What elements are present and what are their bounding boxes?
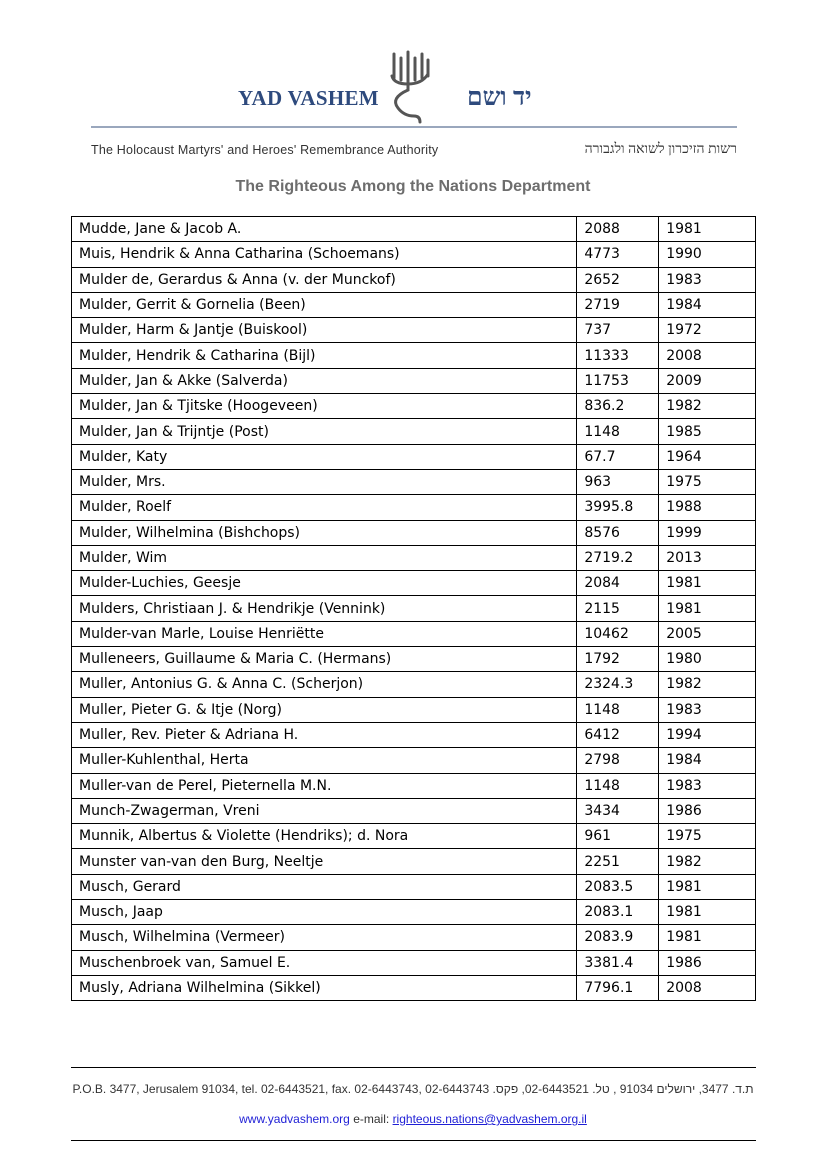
record-file-cell: 3381.4 — [577, 950, 659, 975]
footer-divider-top — [71, 1067, 756, 1068]
record-year-cell: 1983 — [659, 267, 756, 292]
record-name-cell: Mulder, Roelf — [72, 495, 577, 520]
record-file-cell: 1792 — [577, 647, 659, 672]
table-row — [72, 798, 756, 823]
record-name-cell: Munnik, Albertus & Violette (Hendriks); d. Nora — [72, 824, 577, 849]
table-row — [72, 394, 756, 419]
record-file-cell: 1148 — [577, 697, 659, 722]
record-file-cell: 2719 — [577, 292, 659, 317]
record-name-cell: Mulders, Christiaan J. & Hendrikje (Vennink) — [72, 596, 577, 621]
record-file-cell: 2088 — [577, 217, 659, 242]
record-file-cell: 6412 — [577, 722, 659, 747]
table-row — [72, 495, 756, 520]
authority-name-he: רשות הזיכרון לשואה ולגבורה — [584, 142, 737, 157]
table-row — [72, 545, 756, 570]
record-name-cell: Mulder, Hendrik & Catharina (Bijl) — [72, 343, 577, 368]
record-file-cell: 11333 — [577, 343, 659, 368]
record-file-cell: 3995.8 — [577, 495, 659, 520]
table-row — [72, 722, 756, 747]
record-name-cell: Musch, Wilhelmina (Vermeer) — [72, 925, 577, 950]
table-row — [72, 849, 756, 874]
authority-name-en: The Holocaust Martyrs' and Heroes' Remembrance Authority — [91, 143, 439, 157]
record-year-cell: 1981 — [659, 874, 756, 899]
footer-address: P.O.B. 3477, Jerusalem 91034, tel. 02-6443521, fax. 02-6443743, ת.ד. 3477, ירושלים 91034 , טל. 02-6443521, פקס. 02-6443743 — [72, 1082, 754, 1096]
record-file-cell: 3434 — [577, 798, 659, 823]
org-name-he: יד ושם — [467, 84, 532, 111]
footer-divider-bottom — [71, 1140, 756, 1141]
record-year-cell: 1994 — [659, 722, 756, 747]
table-row — [72, 596, 756, 621]
record-year-cell: 1988 — [659, 495, 756, 520]
record-file-cell: 10462 — [577, 621, 659, 646]
email-label: e-mail: — [353, 1112, 390, 1126]
letterhead — [0, 0, 826, 170]
record-name-cell: Mulder-Luchies, Geesje — [72, 571, 577, 596]
record-year-cell: 1982 — [659, 672, 756, 697]
record-year-cell: 1981 — [659, 596, 756, 621]
record-name-cell: Munch-Zwagerman, Vreni — [72, 798, 577, 823]
table-row — [72, 950, 756, 975]
record-year-cell: 1982 — [659, 394, 756, 419]
record-file-cell: 2083.5 — [577, 874, 659, 899]
record-name-cell: Musch, Gerard — [72, 874, 577, 899]
footer-address-he: ת.ד. 3477, ירושלים 91034 , טל. 02-6443521, פקס. 02-6443743 — [425, 1082, 754, 1096]
record-name-cell: Mulder, Wilhelmina (Bishchops) — [72, 520, 577, 545]
record-year-cell: 1984 — [659, 292, 756, 317]
table-row — [72, 571, 756, 596]
record-file-cell: 11753 — [577, 368, 659, 393]
email-link[interactable]: righteous.nations@yadvashem.org.il — [392, 1112, 587, 1126]
record-year-cell: 2013 — [659, 545, 756, 570]
record-name-cell: Muller, Rev. Pieter & Adriana H. — [72, 722, 577, 747]
record-file-cell: 1148 — [577, 419, 659, 444]
record-file-cell: 737 — [577, 318, 659, 343]
record-name-cell: Mulder, Katy — [72, 444, 577, 469]
record-name-cell: Muller-Kuhlenthal, Herta — [72, 748, 577, 773]
table-row — [72, 242, 756, 267]
record-year-cell: 1964 — [659, 444, 756, 469]
table-row — [72, 343, 756, 368]
record-name-cell: Mudde, Jane & Jacob A. — [72, 217, 577, 242]
record-file-cell: 836.2 — [577, 394, 659, 419]
record-year-cell: 1986 — [659, 798, 756, 823]
table-row — [72, 318, 756, 343]
table-row — [72, 444, 756, 469]
record-name-cell: Mulder, Mrs. — [72, 469, 577, 494]
record-name-cell: Mulleneers, Guillaume & Maria C. (Hermans) — [72, 647, 577, 672]
record-year-cell: 1981 — [659, 217, 756, 242]
record-name-cell: Musch, Jaap — [72, 900, 577, 925]
table-row — [72, 824, 756, 849]
record-year-cell: 1975 — [659, 469, 756, 494]
record-name-cell: Mulder, Jan & Akke (Salverda) — [72, 368, 577, 393]
record-name-cell: Mulder de, Gerardus & Anna (v. der Munckof) — [72, 267, 577, 292]
table-row — [72, 621, 756, 646]
record-year-cell: 1984 — [659, 748, 756, 773]
table-row — [72, 647, 756, 672]
record-file-cell: 2083.1 — [577, 900, 659, 925]
record-file-cell: 2084 — [577, 571, 659, 596]
table-row — [72, 469, 756, 494]
record-name-cell: Muschenbroek van, Samuel E. — [72, 950, 577, 975]
record-name-cell: Mulder-van Marle, Louise Henriëtte — [72, 621, 577, 646]
record-name-cell: Mulder, Harm & Jantje (Buiskool) — [72, 318, 577, 343]
table-row — [72, 975, 756, 1000]
record-year-cell: 1983 — [659, 697, 756, 722]
record-name-cell: Muis, Hendrik & Anna Catharina (Schoemans) — [72, 242, 577, 267]
record-file-cell: 961 — [577, 824, 659, 849]
table-row — [72, 748, 756, 773]
record-year-cell: 1980 — [659, 647, 756, 672]
record-year-cell: 1999 — [659, 520, 756, 545]
record-year-cell: 1981 — [659, 571, 756, 596]
record-year-cell: 1990 — [659, 242, 756, 267]
record-file-cell: 963 — [577, 469, 659, 494]
record-name-cell: Muller-van de Perel, Pieternella M.N. — [72, 773, 577, 798]
table-row — [72, 697, 756, 722]
org-name-en: YAD VASHEM — [238, 86, 379, 110]
records-table-body — [72, 217, 756, 1001]
table-row — [72, 368, 756, 393]
table-row — [72, 900, 756, 925]
record-name-cell: Muller, Pieter G. & Itje (Norg) — [72, 697, 577, 722]
record-file-cell: 67.7 — [577, 444, 659, 469]
footer-address-en: P.O.B. 3477, Jerusalem 91034, tel. 02-6443521, fax. 02-6443743 — [72, 1082, 419, 1096]
record-name-cell: Mulder, Jan & Tjitske (Hoogeveen) — [72, 394, 577, 419]
table-row — [72, 520, 756, 545]
record-file-cell: 2251 — [577, 849, 659, 874]
record-year-cell: 1981 — [659, 900, 756, 925]
table-row — [72, 217, 756, 242]
record-name-cell: Musly, Adriana Wilhelmina (Sikkel) — [72, 975, 577, 1000]
table-row — [72, 292, 756, 317]
record-file-cell: 2798 — [577, 748, 659, 773]
record-name-cell: Mulder, Jan & Trijntje (Post) — [72, 419, 577, 444]
table-row — [72, 267, 756, 292]
website-link[interactable]: www.yadvashem.org — [239, 1112, 350, 1126]
record-year-cell: 1981 — [659, 925, 756, 950]
record-year-cell: 2009 — [659, 368, 756, 393]
record-year-cell: 2008 — [659, 975, 756, 1000]
record-file-cell: 7796.1 — [577, 975, 659, 1000]
record-name-cell: Mulder, Wim — [72, 545, 577, 570]
table-row — [72, 773, 756, 798]
record-year-cell: 1985 — [659, 419, 756, 444]
table-row — [72, 874, 756, 899]
record-file-cell: 2652 — [577, 267, 659, 292]
record-name-cell: Munster van-van den Burg, Neeltje — [72, 849, 577, 874]
record-year-cell: 2008 — [659, 343, 756, 368]
record-year-cell: 2005 — [659, 621, 756, 646]
record-name-cell: Muller, Antonius G. & Anna C. (Scherjon) — [72, 672, 577, 697]
footer-contact — [0, 1112, 826, 1126]
record-year-cell: 1975 — [659, 824, 756, 849]
department-title: The Righteous Among the Nations Department — [235, 178, 591, 195]
record-file-cell: 1148 — [577, 773, 659, 798]
record-year-cell: 1982 — [659, 849, 756, 874]
record-file-cell: 2719.2 — [577, 545, 659, 570]
table-row — [72, 925, 756, 950]
record-file-cell: 2115 — [577, 596, 659, 621]
record-file-cell: 2324.3 — [577, 672, 659, 697]
table-row — [72, 672, 756, 697]
record-year-cell: 1972 — [659, 318, 756, 343]
table-row — [72, 419, 756, 444]
record-name-cell: Mulder, Gerrit & Gornelia (Been) — [72, 292, 577, 317]
record-file-cell: 8576 — [577, 520, 659, 545]
record-year-cell: 1986 — [659, 950, 756, 975]
record-file-cell: 4773 — [577, 242, 659, 267]
record-file-cell: 2083.9 — [577, 925, 659, 950]
header-divider — [91, 126, 737, 128]
righteous-records-table — [71, 216, 756, 1001]
record-year-cell: 1983 — [659, 773, 756, 798]
yad-vashem-logo-icon — [384, 50, 436, 128]
